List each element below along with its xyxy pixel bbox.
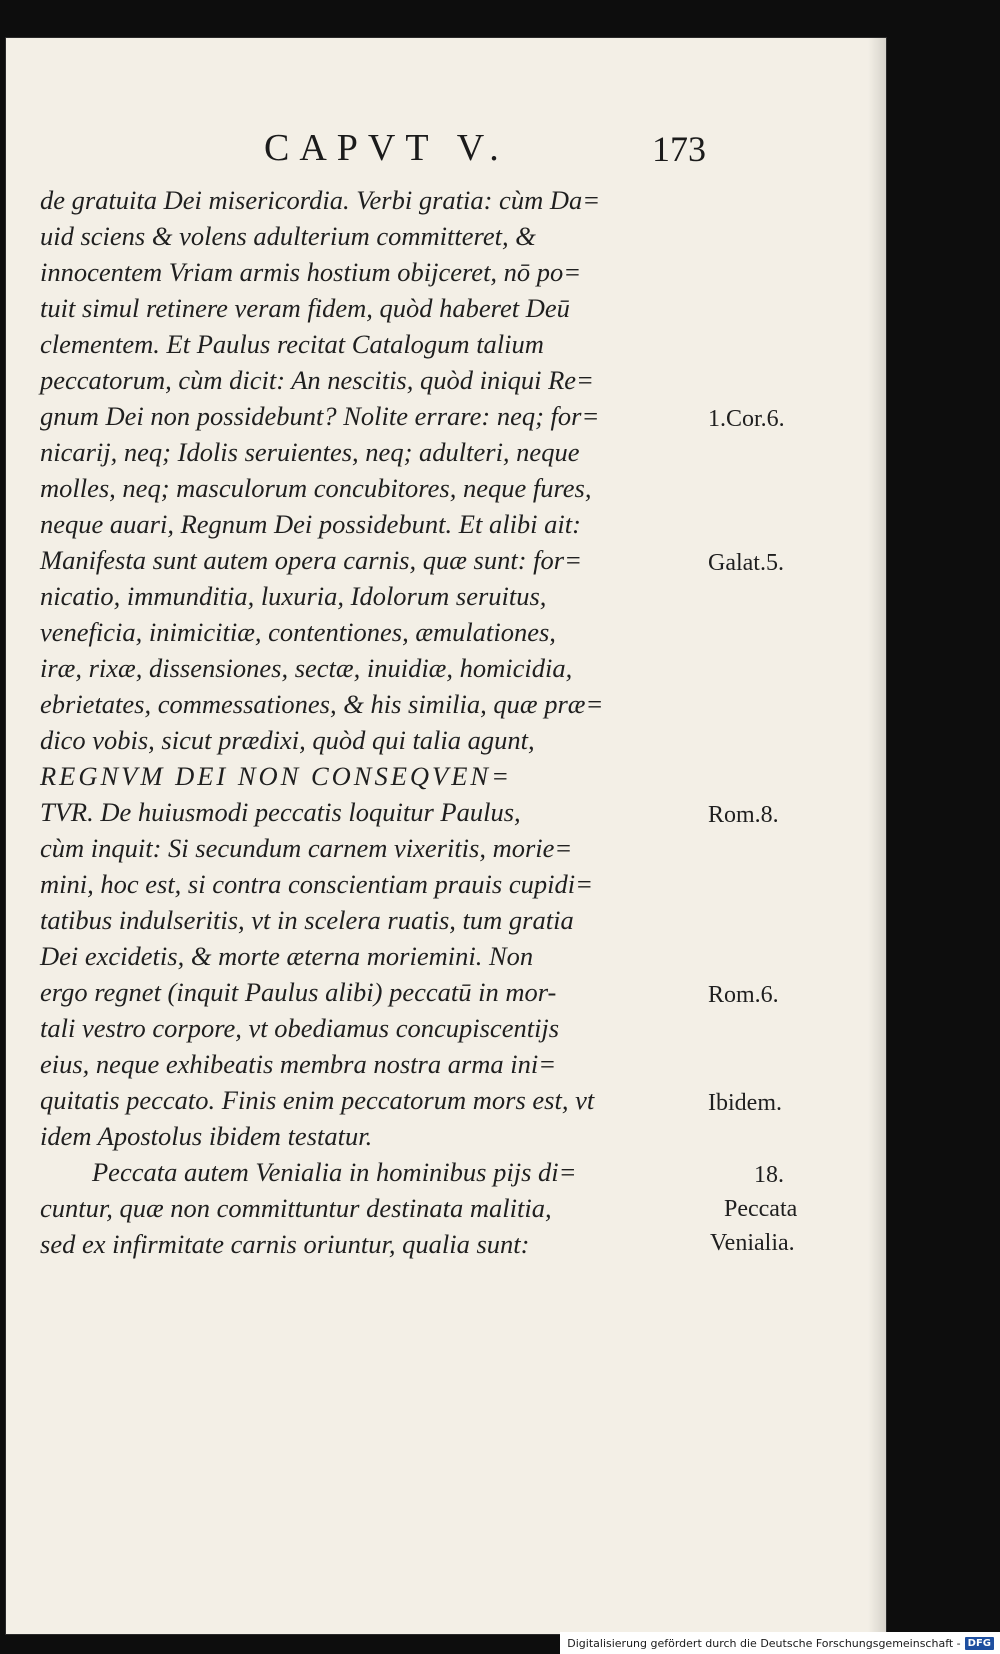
body-text xyxy=(40,182,700,1262)
text-line: uid sciens & volens adulterium committeret, & xyxy=(40,221,536,251)
margin-note-rom6: Rom.6. xyxy=(708,982,779,1008)
text-line: mini, hoc est, si contra conscientiam prauis cupidi= xyxy=(40,869,593,899)
margin-note-galat: Galat.5. xyxy=(708,550,784,576)
book-page xyxy=(6,38,886,1634)
margin-note-rom8: Rom.8. xyxy=(708,802,779,828)
text-line: clementem. Et Paulus recitat Catalogum talium xyxy=(40,329,544,359)
text-line: peccatorum, cùm dicit: An nescitis, quòd iniqui Re= xyxy=(40,365,594,395)
text-line: molles, neq; masculorum concubitores, neque fures, xyxy=(40,473,592,503)
text-line: eius, neque exhibeatis membra nostra arma ini= xyxy=(40,1049,557,1079)
text-line: dico vobis, sicut prædixi, quòd qui talia agunt, xyxy=(40,725,535,755)
text-line: cuntur, quæ non committuntur destinata malitia, xyxy=(40,1193,552,1223)
text-line: ebrietates, commessationes, & his similia, quæ præ= xyxy=(40,689,604,719)
running-header xyxy=(6,118,886,178)
footer-credit: Digitalisierung gefördert durch die Deutsche Forschungsgemeinschaft - xyxy=(567,1636,961,1650)
text-line: nicarij, neq; Idolis seruientes, neq; adulteri, neque xyxy=(40,437,580,467)
text-line: TVR. De huiusmodi peccatis loquitur Paulus, xyxy=(40,797,521,827)
text-line: ergo regnet (inquit Paulus alibi) peccatū in mor- xyxy=(40,977,557,1007)
text-line: idem Apostolus ibidem testatur. xyxy=(40,1121,373,1151)
text-line: innocentem Vriam armis hostium obijceret, nō po= xyxy=(40,257,582,287)
margin-note-peccata: Peccata xyxy=(724,1196,798,1222)
page-number: 173 xyxy=(652,129,706,169)
text-line: tuit simul retinere veram fidem, quòd haberet Deū xyxy=(40,293,570,323)
text-line: iræ, rixæ, dissensiones, sectæ, inuidiæ, homicidia, xyxy=(40,653,573,683)
text-line: veneficia, inimicitiæ, contentiones, æmulationes, xyxy=(40,617,556,647)
digitization-footer xyxy=(560,1632,1000,1654)
text-line: de gratuita Dei misericordia. Verbi gratia: cùm Da= xyxy=(40,185,601,215)
text-line: quitatis peccato. Finis enim peccatorum mors est, vt xyxy=(40,1085,595,1115)
text-line: gnum Dei non possidebunt? Nolite errare: neq; for= xyxy=(40,401,600,431)
dfg-logo-icon: DFG xyxy=(965,1637,994,1650)
text-line-indented: Peccata autem Venialia in hominibus pijs di= xyxy=(92,1157,577,1187)
text-line: neque auari, Regnum Dei possidebunt. Et alibi ait: xyxy=(40,509,581,539)
margin-note-number: 18. xyxy=(754,1162,784,1188)
chapter-title: CAPVT V. xyxy=(264,127,509,169)
text-line: tatibus indulseritis, vt in scelera ruatis, tum gratia xyxy=(40,905,574,935)
text-line: sed ex infirmitate carnis oriuntur, qualia sunt: xyxy=(40,1229,530,1259)
text-line: Manifesta sunt autem opera carnis, quæ sunt: for= xyxy=(40,545,582,575)
margin-note-cor: 1.Cor.6. xyxy=(708,406,785,432)
margin-note-ibidem: Ibidem. xyxy=(708,1090,782,1116)
text-line: Dei excidetis, & morte æterna moriemini. Non xyxy=(40,941,534,971)
text-line: cùm inquit: Si secundum carnem vixeritis, morie= xyxy=(40,833,573,863)
text-line: tali vestro corpore, vt obediamus concupiscentijs xyxy=(40,1013,560,1043)
margin-note-venialia: Venialia. xyxy=(710,1230,795,1256)
text-line: nicatio, immunditia, luxuria, Idolorum seruitus, xyxy=(40,581,547,611)
text-line-caps: REGNVM DEI NON CONSEQVEN= xyxy=(40,761,512,791)
